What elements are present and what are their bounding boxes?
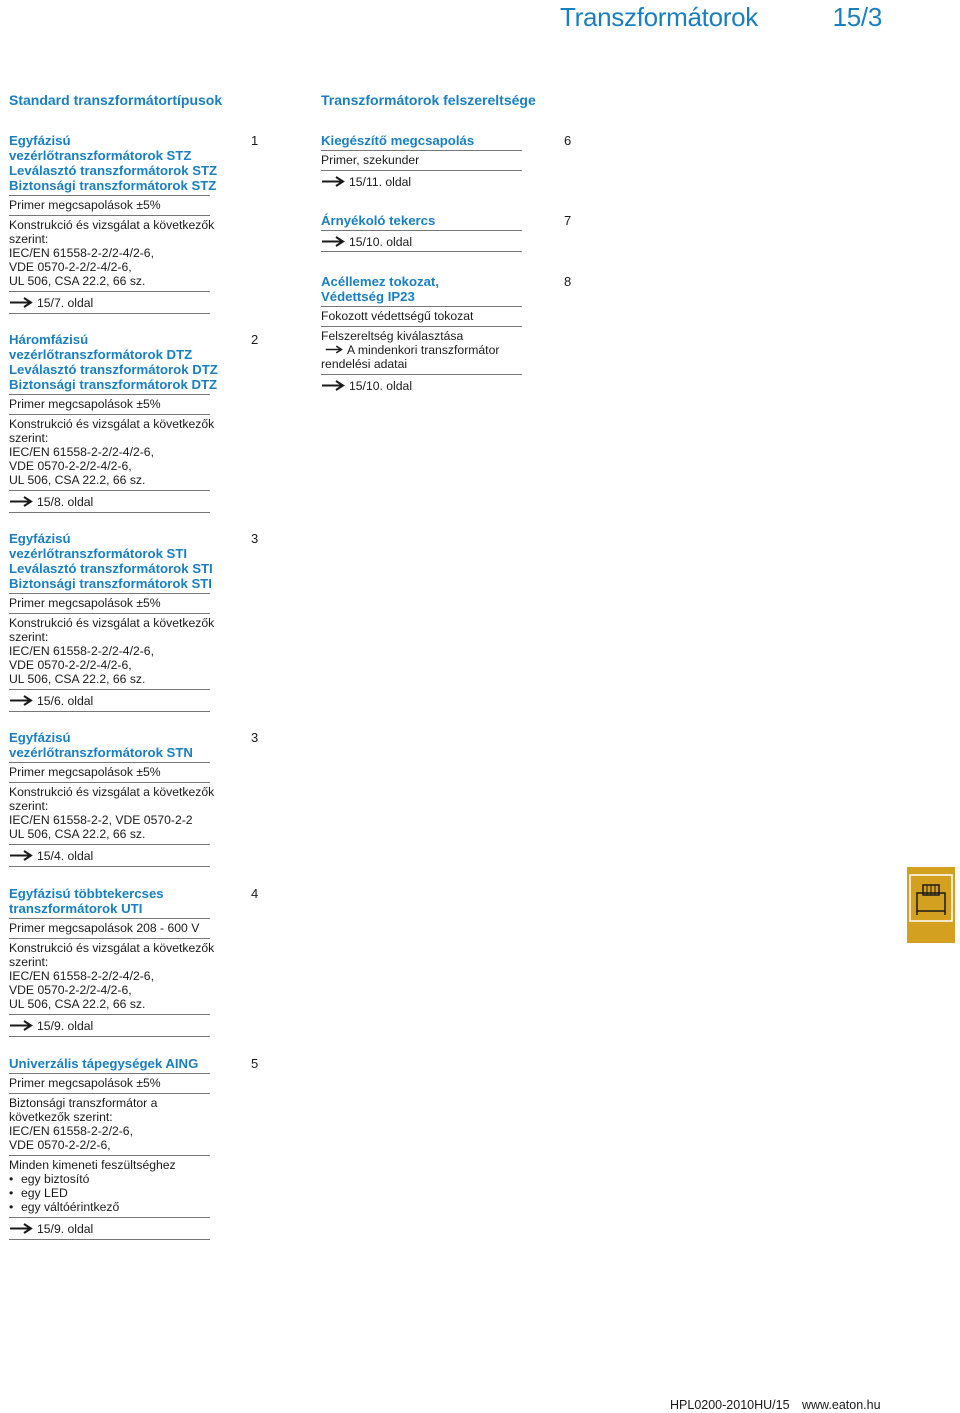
block-bottom-rule [9,1239,210,1240]
spec-line: szerint: [9,431,49,445]
spec-row [9,593,210,614]
spec-line: Primer megcsapolások 208 - 600 V [9,921,200,935]
spec-line: UL 506, CSA 22.2, 66 sz. [9,274,146,288]
block-title-line: vezérlőtranszformátorok DTZ [9,347,193,362]
block-title-line: vezérlőtranszformátorok STZ [9,148,192,163]
block-title-line: vezérlőtranszformátorok STN [9,745,193,760]
spec-line: szerint: [9,799,49,813]
page-title: Transzformátorok [560,2,758,32]
spec-line: Primer megcsapolások ±5% [9,198,161,212]
page-reference-link[interactable] [9,845,210,863]
block-bottom-rule [9,1036,210,1037]
arrow-right-icon [9,850,33,861]
right-section-heading: Transzformátorok felszereltsége [321,92,536,108]
page-reference-text: 15/6. oldal [37,694,94,708]
product-block [321,133,572,189]
feature-text: egy biztosító [21,1172,90,1186]
block-title [9,1056,210,1071]
spec-line: Primer megcsapolások ±5% [9,596,161,610]
block-title-line: Egyfázisú [9,531,71,546]
spec-line: UL 506, CSA 22.2, 66 sz. [9,672,146,686]
spec-line: VDE 0570-2-2/2-4/2-6, [9,260,132,274]
feature-text: egy LED [21,1186,68,1200]
spec-line: szerint: [9,232,49,246]
spec-row [9,762,210,783]
block-title-line: Univerzális tápegységek AING [9,1056,199,1071]
spec-line: IEC/EN 61558-2-2/2-4/2-6, [9,969,154,983]
features-intro: Minden kimeneti feszültséghez [9,1158,176,1172]
page-reference-link[interactable] [9,292,210,310]
block-title-line: Leválasztó transzformátorok STZ [9,163,218,178]
arrow-right-icon [321,236,345,247]
page-reference-text: 15/7. oldal [37,296,94,310]
spec-line: VDE 0570-2-2/2-6, [9,1138,111,1152]
arrow-right-icon [325,344,343,355]
block-title-line: Acéllemez tokozat, [321,274,439,289]
spec-line: következők szerint: [9,1110,113,1124]
selection-link[interactable] [321,343,522,357]
block-title-line: Védettség IP23 [321,289,415,304]
footer-code: HPL0200-2010HU/15 [670,1398,790,1412]
selection-link-text: rendelési adatai [321,357,408,371]
block-title [9,332,218,392]
block-title-line: Egyfázisú többtekercses [9,886,164,901]
spec-row [9,195,210,216]
product-block [9,886,259,1037]
page-reference-link[interactable] [321,231,522,252]
spec-row [9,614,215,690]
spec-line: Konstrukció és vizsgálat a következők [9,616,215,630]
block-title [9,531,213,591]
product-block [321,274,572,393]
spec-line: Primer megcsapolások ±5% [9,1076,161,1090]
block-title-line: Biztonsági transzformátorok STI [9,576,212,591]
spec-row [9,1094,210,1156]
arrow-right-icon [9,496,33,507]
spec-row [9,939,215,1015]
arrow-right-icon [321,380,345,391]
left-section-heading: Standard transzformátortípusok [9,92,223,108]
spec-row [9,1073,210,1094]
spec-row [9,216,215,292]
feature-item [9,1172,210,1186]
page-reference-link[interactable] [9,1015,210,1033]
feature-text: egy váltóérintkező [21,1200,120,1214]
spec-line: Fokozott védettségű tokozat [321,309,474,323]
spec-line: Konstrukció és vizsgálat a következők [9,218,215,232]
block-number: 3 [251,531,259,546]
spec-line: UL 506, CSA 22.2, 66 sz. [9,473,146,487]
spec-row [9,394,210,415]
footer-site[interactable]: www.eaton.hu [802,1398,881,1412]
block-title-line: Leválasztó transzformátorok DTZ [9,362,218,377]
features-row [9,1156,210,1218]
block-title-line: Biztonsági transzformátorok STZ [9,178,217,193]
spec-line: Primer megcsapolások ±5% [9,765,161,779]
spec-row [321,150,522,171]
page-reference-link[interactable] [321,171,522,189]
block-bottom-rule [9,512,210,513]
spec-line: Biztonsági transzformátor a [9,1096,158,1110]
arrow-right-icon [9,297,33,308]
block-number: 2 [251,332,259,347]
transformer-icon [907,867,955,943]
page-reference-text: 15/10. oldal [349,379,413,393]
spec-line: Primer megcsapolások ±5% [9,397,161,411]
page-reference-text: 15/4. oldal [37,849,94,863]
spec-row [9,918,210,939]
block-title-line: Egyfázisú [9,730,71,745]
block-title-line: Árnyékoló tekercs [321,213,436,228]
product-block [9,133,259,314]
block-number: 5 [251,1056,259,1071]
product-block [9,332,259,513]
block-bottom-rule [9,313,210,314]
block-title [321,274,522,304]
spec-line: IEC/EN 61558-2-2/2-4/2-6, [9,445,154,459]
block-title-line: Háromfázisú [9,332,89,347]
page-reference-link[interactable] [9,491,210,509]
block-title-line: Biztonsági transzformátorok DTZ [9,377,218,392]
selection-row [321,327,522,375]
spec-line: UL 506, CSA 22.2, 66 sz. [9,827,146,841]
block-title [9,886,210,916]
spec-row [9,415,215,491]
page-reference-text: 15/9. oldal [37,1019,94,1033]
block-number: 6 [564,133,572,148]
spec-line: szerint: [9,630,49,644]
feature-item [9,1186,210,1200]
spec-line: UL 506, CSA 22.2, 66 sz. [9,997,146,1011]
block-title-line: Kiegészítő megcsapolás [321,133,475,148]
spec-line: szerint: [9,955,49,969]
feature-item [9,1200,210,1214]
block-number: 7 [564,213,572,228]
block-title-line: Egyfázisú [9,133,71,148]
spec-line: VDE 0570-2-2/2-4/2-6, [9,459,132,473]
block-title-line: transzformátorok UTI [9,901,143,916]
selection-link-text: A mindenkori transzformátor [347,343,500,357]
arrow-right-icon [9,1020,33,1031]
spec-line: IEC/EN 61558-2-2/2-6, [9,1124,133,1138]
page-reference-text: 15/9. oldal [37,1222,94,1236]
block-title [9,133,218,193]
spec-line: Primer, szekunder [321,153,420,167]
page-reference-text: 15/8. oldal [37,495,94,509]
block-number: 4 [251,886,259,901]
spec-row [321,306,522,327]
spec-row [9,783,215,845]
page-header [560,2,890,33]
page-number: 15/3 [832,2,882,32]
product-block [321,213,572,252]
selection-intro: Felszereltség kiválasztása [321,329,464,343]
block-number: 8 [564,274,572,289]
page-reference-text: 15/10. oldal [349,235,413,249]
block-number: 3 [251,730,259,745]
block-title [321,133,522,148]
spec-line: VDE 0570-2-2/2-4/2-6, [9,983,132,997]
block-bottom-rule [9,866,210,867]
block-bottom-rule [9,711,210,712]
spec-line: IEC/EN 61558-2-2/2-4/2-6, [9,246,154,260]
product-block [9,1056,259,1240]
spec-line: Konstrukció és vizsgálat a következők [9,941,215,955]
arrow-right-icon [321,176,345,187]
spec-line: Konstrukció és vizsgálat a következők [9,417,215,431]
block-title-line: Leválasztó transzformátorok STI [9,561,213,576]
spec-line: IEC/EN 61558-2-2, VDE 0570-2-2 [9,813,193,827]
page-reference-link[interactable] [9,690,210,708]
product-block [9,531,259,712]
block-title [321,213,522,231]
arrow-right-icon [9,1223,33,1234]
chapter-tab[interactable] [907,867,955,943]
spec-line: VDE 0570-2-2/2-4/2-6, [9,658,132,672]
block-number: 1 [251,133,259,148]
page-reference-link[interactable] [9,1218,210,1236]
page-reference-text: 15/11. oldal [349,175,412,189]
spec-line: IEC/EN 61558-2-2/2-4/2-6, [9,644,154,658]
block-title [9,730,210,760]
arrow-right-icon [9,695,33,706]
page-reference-link[interactable] [321,375,522,393]
product-block [9,730,259,867]
block-title-line: vezérlőtranszformátorok STI [9,546,188,561]
spec-line: Konstrukció és vizsgálat a következők [9,785,215,799]
